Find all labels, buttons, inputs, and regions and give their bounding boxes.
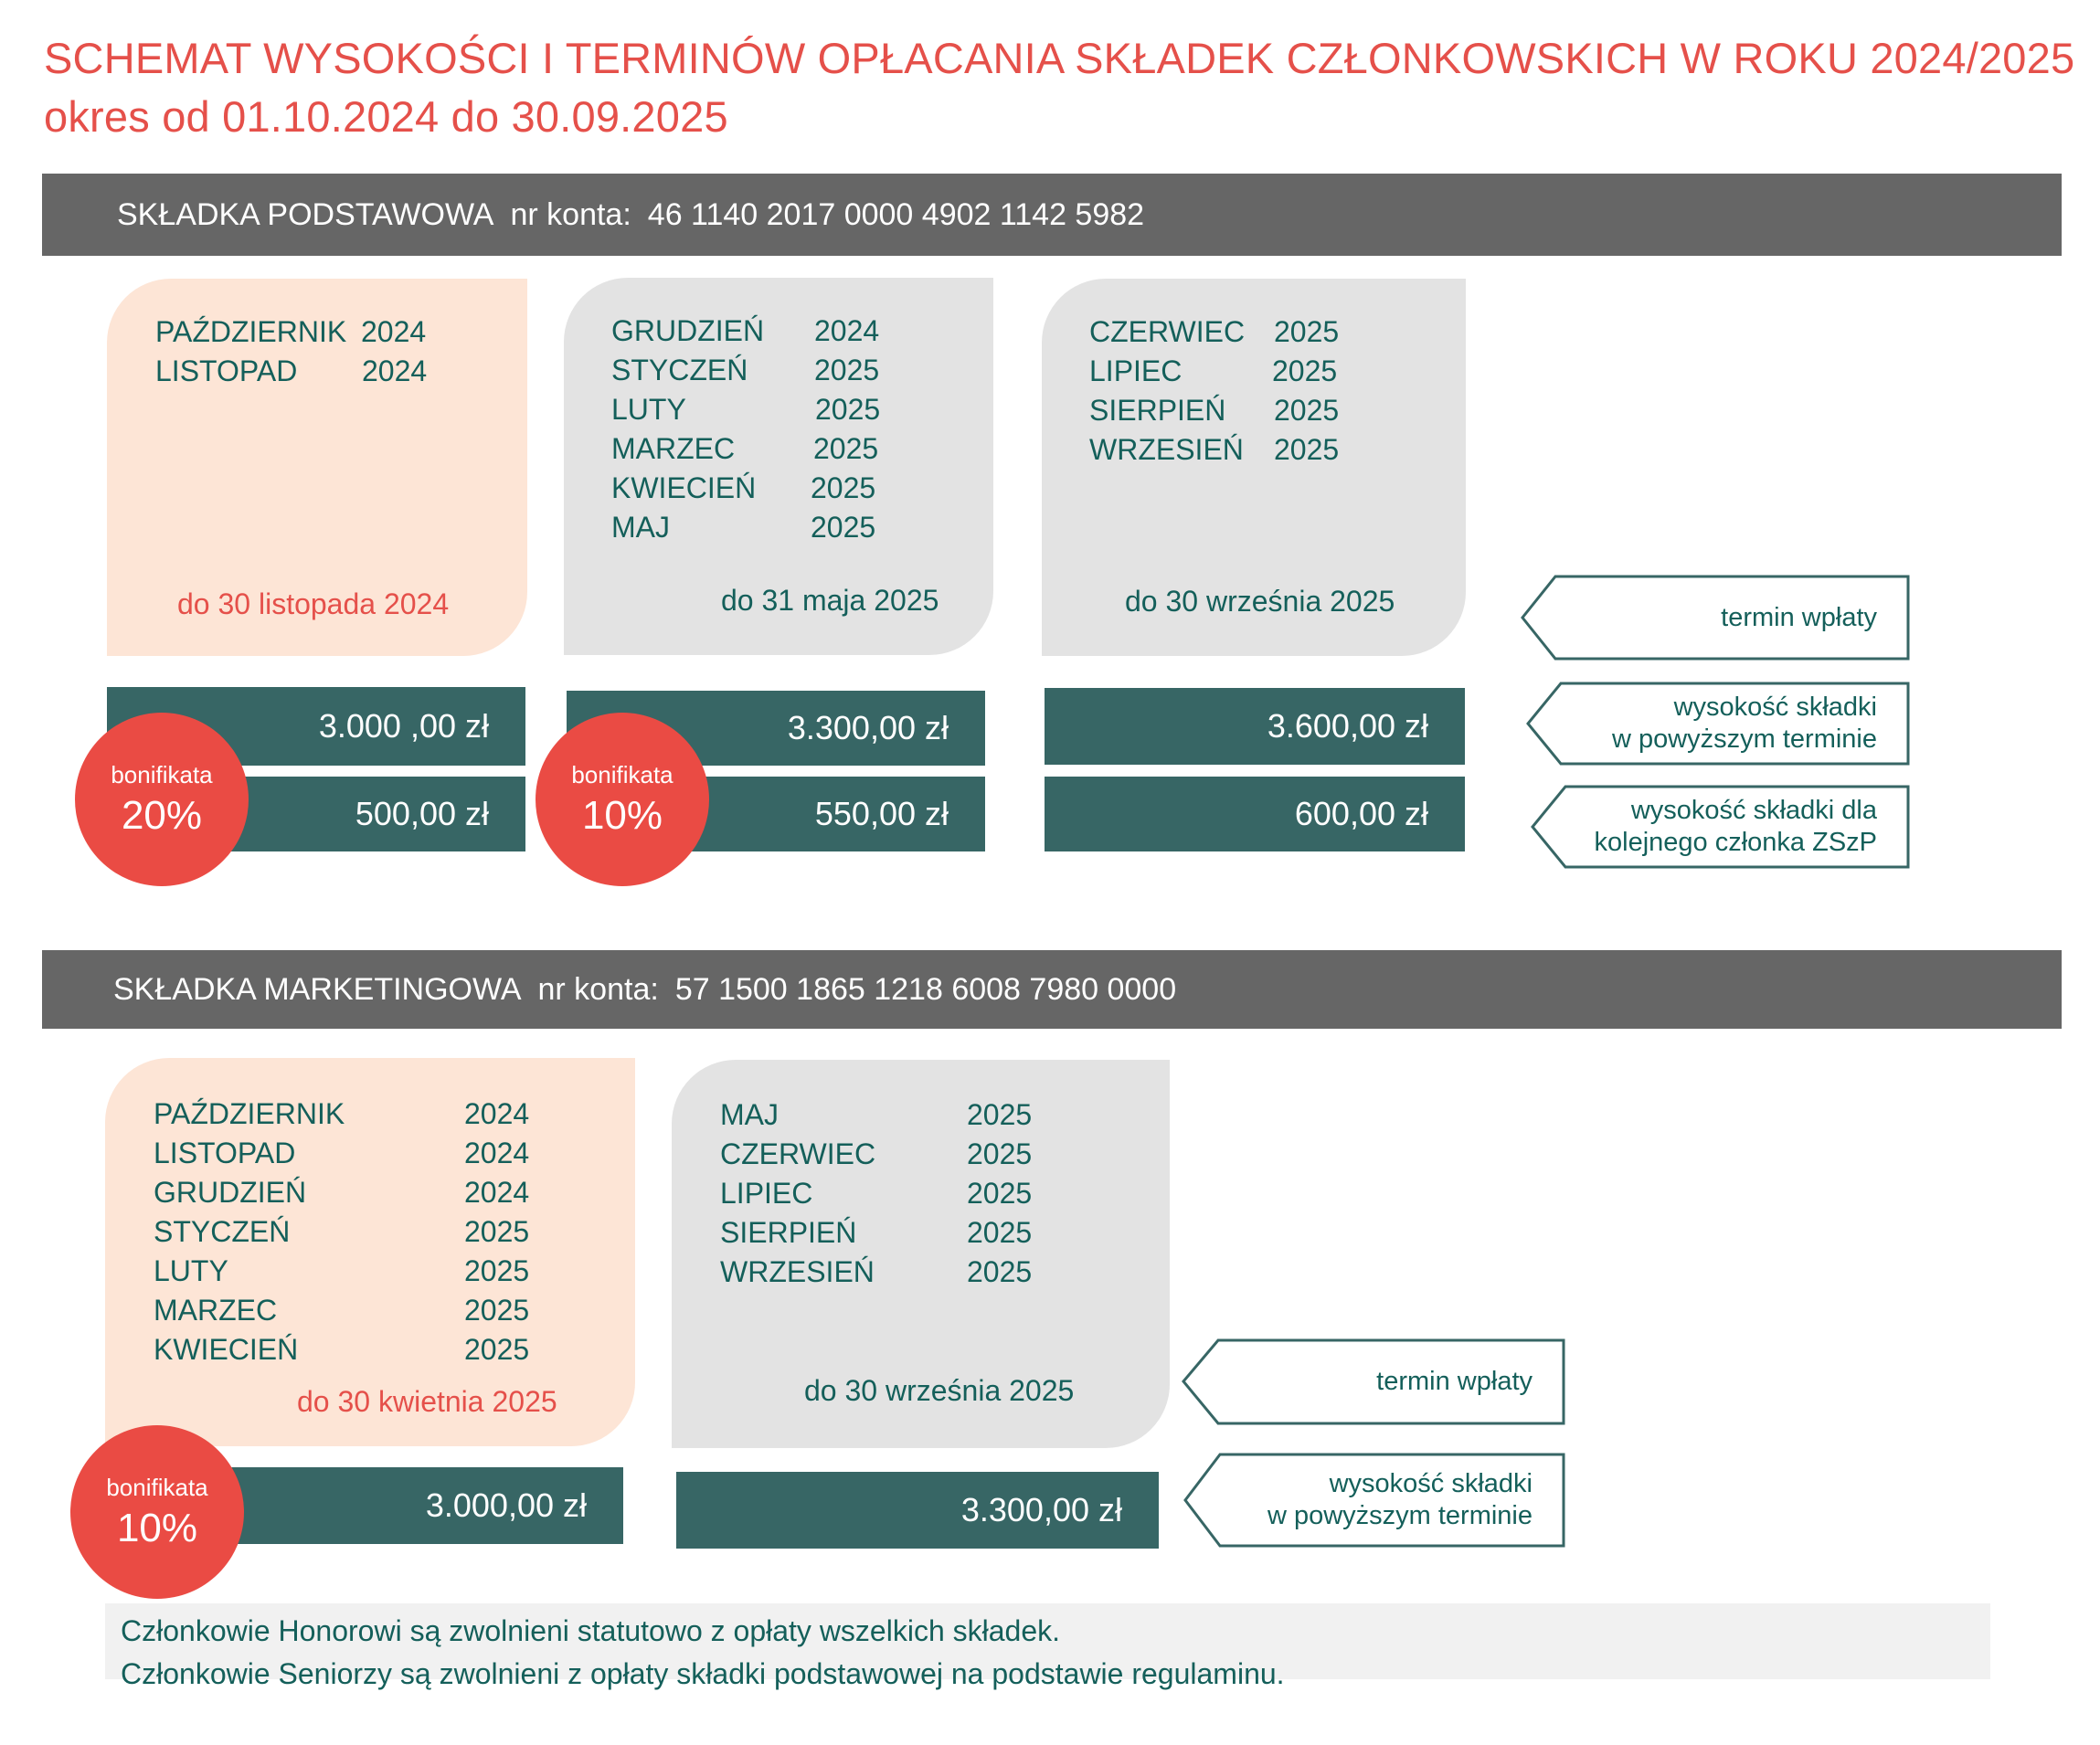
legend-additional-member-fee — [1531, 785, 1910, 869]
basic-period-card-3 — [1042, 279, 1466, 656]
legend-payment-deadline — [1182, 1338, 1565, 1425]
month-year: 2024 — [814, 314, 880, 347]
month-name: PAŹDZIERNIK — [154, 1097, 345, 1130]
month-name: SIERPIEŃ — [720, 1216, 857, 1249]
marketing-fee-amount-1 — [207, 1467, 623, 1544]
month-year: 2024 — [464, 1137, 530, 1169]
legend-text: w powyższym terminie — [1611, 724, 1877, 754]
legend-text: wysokość składki — [1673, 693, 1877, 723]
discount-label: bonifikata — [571, 760, 673, 788]
basic-fee-title: SKŁADKA PODSTAWOWA — [117, 196, 494, 232]
discount-label: bonifikata — [106, 1473, 208, 1501]
basic-account-number[interactable]: 46 1140 2017 0000 4902 1142 5982 — [647, 196, 1145, 232]
marketing-fee-amount-2 — [676, 1472, 1159, 1549]
legend-text: termin wpłaty — [1376, 1367, 1533, 1397]
page-subtitle-period: okres od 01.10.2024 do 30.09.2025 — [44, 92, 728, 141]
basic-fee-amount-3 — [1045, 688, 1465, 765]
marketing-account-label: nr konta: — [537, 971, 659, 1007]
fee-value: 3.600,00 zł — [1267, 707, 1428, 745]
fee-value: 3.300,00 zł — [960, 1491, 1122, 1528]
month-name: CZERWIEC — [1089, 315, 1246, 348]
basic-fee-header — [42, 174, 2062, 256]
fee-value: 3.000 ,00 zł — [318, 707, 489, 745]
month-year: 2025 — [811, 471, 876, 504]
month-year: 2024 — [464, 1097, 530, 1130]
month-year: 2024 — [362, 354, 428, 387]
legend-text: wysokość składki dla — [1630, 796, 1877, 826]
basic-period-card-2 — [564, 278, 993, 655]
month-year: 2025 — [967, 1216, 1033, 1249]
basic-additional-fee-amount-3 — [1045, 777, 1465, 851]
month-year: 2025 — [1272, 354, 1338, 387]
legend-fee-amount — [1183, 1453, 1565, 1548]
month-name: MAJ — [611, 511, 670, 544]
legend-text: kolejnego członka ZSzP — [1594, 828, 1877, 857]
month-name: LUTY — [611, 393, 686, 426]
month-name: MARZEC — [611, 432, 736, 465]
fee-value: 3.300,00 zł — [787, 709, 949, 746]
month-name: SIERPIEŃ — [1089, 394, 1226, 427]
month-name: LIPIEC — [1089, 354, 1183, 387]
month-name: GRUDZIEŃ — [611, 314, 765, 347]
month-name: KWIECIEŃ — [611, 471, 757, 504]
basic-period-card-1 — [107, 279, 527, 656]
month-name: STYCZEŃ — [611, 354, 748, 386]
payment-deadline: do 30 listopada 2024 — [177, 587, 450, 620]
month-name: WRZESIEŃ — [1089, 433, 1244, 466]
month-name: GRUDZIEŃ — [154, 1176, 307, 1209]
month-name: MAJ — [720, 1098, 779, 1131]
marketing-fee-header — [42, 950, 2062, 1029]
marketing-period-card-2 — [672, 1060, 1170, 1448]
month-name: KWIECIEŃ — [154, 1333, 299, 1366]
month-year: 2025 — [815, 393, 881, 426]
discount-value: 20% — [121, 792, 203, 838]
month-year: 2025 — [1274, 433, 1340, 466]
month-name: LIPIEC — [720, 1177, 813, 1210]
month-year: 2025 — [813, 432, 879, 465]
discount-value: 10% — [581, 792, 663, 838]
marketing-fee-title: SKŁADKA MARKETINGOWA — [113, 971, 522, 1007]
payment-deadline: do 31 maja 2025 — [721, 584, 939, 617]
legend-text: w powyższym terminie — [1267, 1501, 1533, 1530]
month-name: LUTY — [154, 1254, 228, 1287]
month-name: PAŹDZIERNIK — [155, 315, 347, 348]
discount-label: bonifikata — [111, 760, 213, 788]
fee-value: 3.000,00 zł — [425, 1486, 587, 1524]
legend-text: wysokość składki — [1329, 1469, 1533, 1499]
month-year: 2024 — [361, 315, 427, 348]
legend-payment-deadline — [1521, 575, 1910, 661]
month-year: 2025 — [464, 1333, 530, 1366]
month-year: 2025 — [811, 511, 876, 544]
basic-account-label: nr konta: — [510, 196, 631, 232]
month-year: 2025 — [1274, 394, 1340, 427]
page-title: SCHEMAT WYSOKOŚCI I TERMINÓW OPŁACANIA SKŁADEK CZŁONKOWSKICH W ROKU 2024/2025 — [44, 34, 2075, 82]
payment-deadline: do 30 września 2025 — [1125, 585, 1395, 618]
month-year: 2025 — [464, 1215, 530, 1248]
month-name: MARZEC — [154, 1294, 278, 1327]
payment-deadline: do 30 września 2025 — [804, 1374, 1075, 1407]
discount-value: 10% — [116, 1505, 198, 1550]
month-year: 2025 — [967, 1137, 1033, 1170]
month-year: 2025 — [967, 1255, 1033, 1288]
month-name: WRZESIEŃ — [720, 1255, 875, 1288]
discount-badge-10 — [70, 1425, 244, 1599]
marketing-period-card-1 — [105, 1058, 635, 1446]
marketing-account-number[interactable]: 57 1500 1865 1218 6008 7980 0000 — [674, 971, 1177, 1007]
month-name: LISTOPAD — [155, 354, 298, 387]
month-name: LISTOPAD — [154, 1137, 296, 1169]
additional-fee-value: 550,00 zł — [814, 795, 949, 832]
payment-deadline: do 30 kwietnia 2025 — [297, 1385, 557, 1418]
month-year: 2025 — [464, 1254, 530, 1287]
month-year: 2025 — [464, 1294, 530, 1327]
additional-fee-value: 600,00 zł — [1294, 795, 1428, 832]
discount-badge-10 — [536, 713, 709, 886]
legend-fee-amount — [1526, 682, 1910, 766]
discount-badge-20 — [75, 713, 249, 886]
additional-fee-value: 500,00 zł — [355, 795, 489, 832]
footer-note-seniors: Członkowie Seniorzy są zwolnieni z opłaty składki podstawowej na podstawie regulaminu. — [121, 1657, 1285, 1690]
month-year: 2024 — [464, 1176, 530, 1209]
month-name: CZERWIEC — [720, 1137, 876, 1170]
month-year: 2025 — [967, 1098, 1033, 1131]
footer-note-honorary: Członkowie Honorowi są zwolnieni statutowo z opłaty wszelkich składek. — [121, 1614, 1061, 1647]
legend-text: termin wpłaty — [1721, 602, 1877, 632]
month-name: STYCZEŃ — [154, 1215, 291, 1248]
month-year: 2025 — [1274, 315, 1340, 348]
month-year: 2025 — [814, 354, 880, 386]
month-year: 2025 — [967, 1177, 1033, 1210]
